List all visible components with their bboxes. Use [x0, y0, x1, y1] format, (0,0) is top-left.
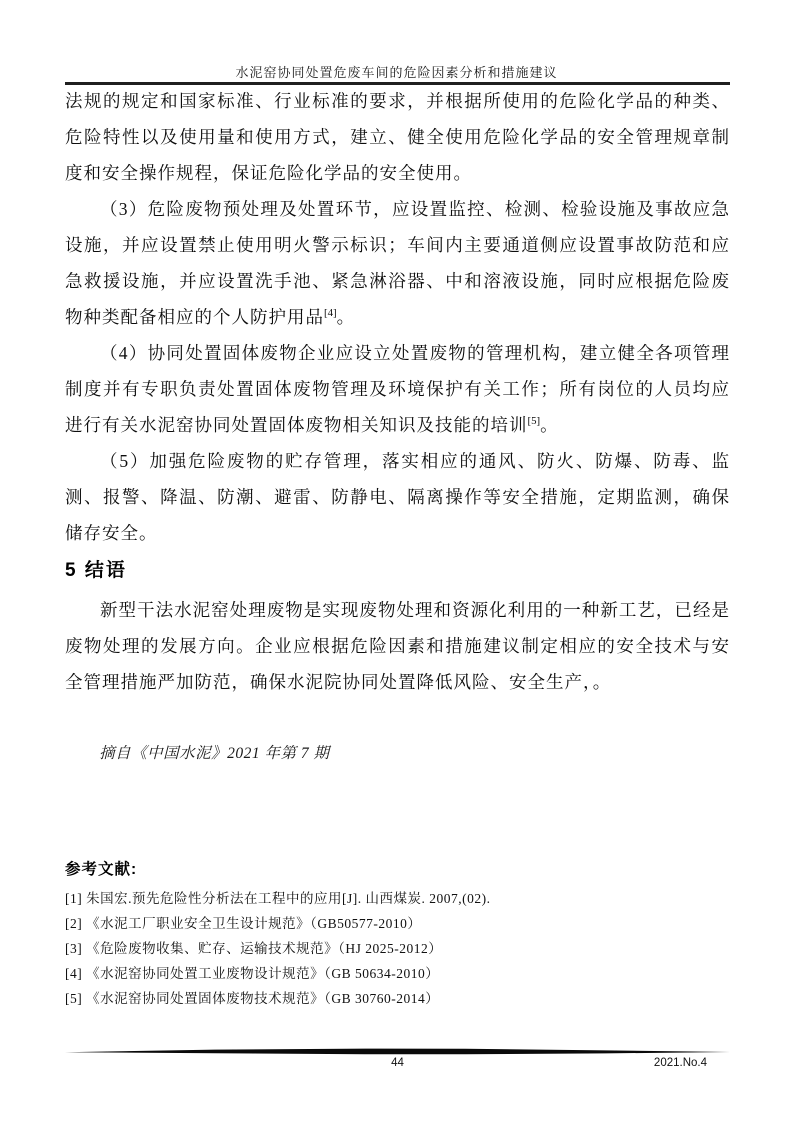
paragraph-text: （3）危险废物预处理及处置环节，应设置监控、检测、检验设施及事故应急设施，并应设置禁止使用明火警示标识；车间内主要通道侧应设置事故防范和应急救援设施，并应设置洗手池、紧急淋浴器、中和溶液设施，同时应根据危险废物种类配备相应的个人防护用品: [65, 199, 730, 327]
footer-decorative-rule: [65, 1048, 730, 1055]
page-footer: [65, 1057, 730, 1073]
source-note: 摘自《中国水泥》2021 年第 7 期: [99, 745, 330, 762]
paragraph-tail: 。: [336, 307, 356, 327]
section-heading-conclusion: 5 结语: [65, 560, 127, 581]
paragraph-text: （4）协同处置固体废物企业应设立处置废物的管理机构，建立健全各项管理制度并有专职负责处置固体废物管理及环境保护有关工作；所有岗位的人员均应进行有关水泥窑协同处置固体废物相关知识及技能的培训: [65, 343, 730, 435]
paragraph-text: 法规的规定和国家标准、行业标准的要求，并根据所使用的危险化学品的种类、危险特性以及使用量和使用方式，建立、健全使用危险化学品的安全管理规章制度和安全操作规程，保证危险化学品的安全使用。: [65, 91, 730, 183]
paragraph-item-3: [65, 191, 730, 335]
references-heading: 参考文献:: [65, 861, 138, 878]
reference-item: [3] 《危险废物收集、贮存、运输技术规范》（HJ 2025-2012）: [65, 941, 443, 956]
issue-label: 2021.No.4: [653, 1057, 707, 1069]
paragraph-text: （5）加强危险废物的贮存管理，落实相应的通风、防火、防爆、防毒、监测、报警、降温、防潮、避雷、防静电、隔离操作等安全措施，定期监测，确保储存安全。: [65, 451, 730, 543]
body-text-block: [65, 83, 730, 551]
reference-item: [1] 朱国宏.预先危险性分析法在工程中的应用[J]. 山西煤炭. 2007,(02).: [65, 891, 491, 906]
reference-item: [5] 《水泥窑协同处置固体废物技术规范》（GB 30760-2014）: [65, 991, 440, 1006]
paragraph-tail: 。: [540, 415, 559, 435]
paragraph-item-4: [65, 335, 730, 443]
conclusion-paragraph: 新型干法水泥窑处理废物是实现废物处理和资源化利用的一种新工艺，已经是废物处理的发展方向。企业应根据危险因素和措施建议制定相应的安全技术与安全管理措施严加防范，确保水泥院协同处置降低风险、安全生产，。: [65, 600, 730, 692]
references-list: [65, 886, 730, 1011]
paragraph-item-5: [65, 443, 730, 551]
reference-item: [2] 《水泥工厂职业安全卫生设计规范》（GB50577-2010）: [65, 916, 422, 931]
citation-superscript: [5]: [527, 415, 541, 428]
running-head-title: 水泥窑协同处置危废车间的危险因素分析和措施建议: [235, 65, 558, 80]
page-number: 44: [391, 1057, 404, 1069]
paragraph-continuation: [65, 83, 730, 191]
reference-item: [4] 《水泥窑协同处置工业废物设计规范》（GB 50634-2010）: [65, 966, 440, 981]
citation-superscript: [4]: [324, 307, 337, 320]
